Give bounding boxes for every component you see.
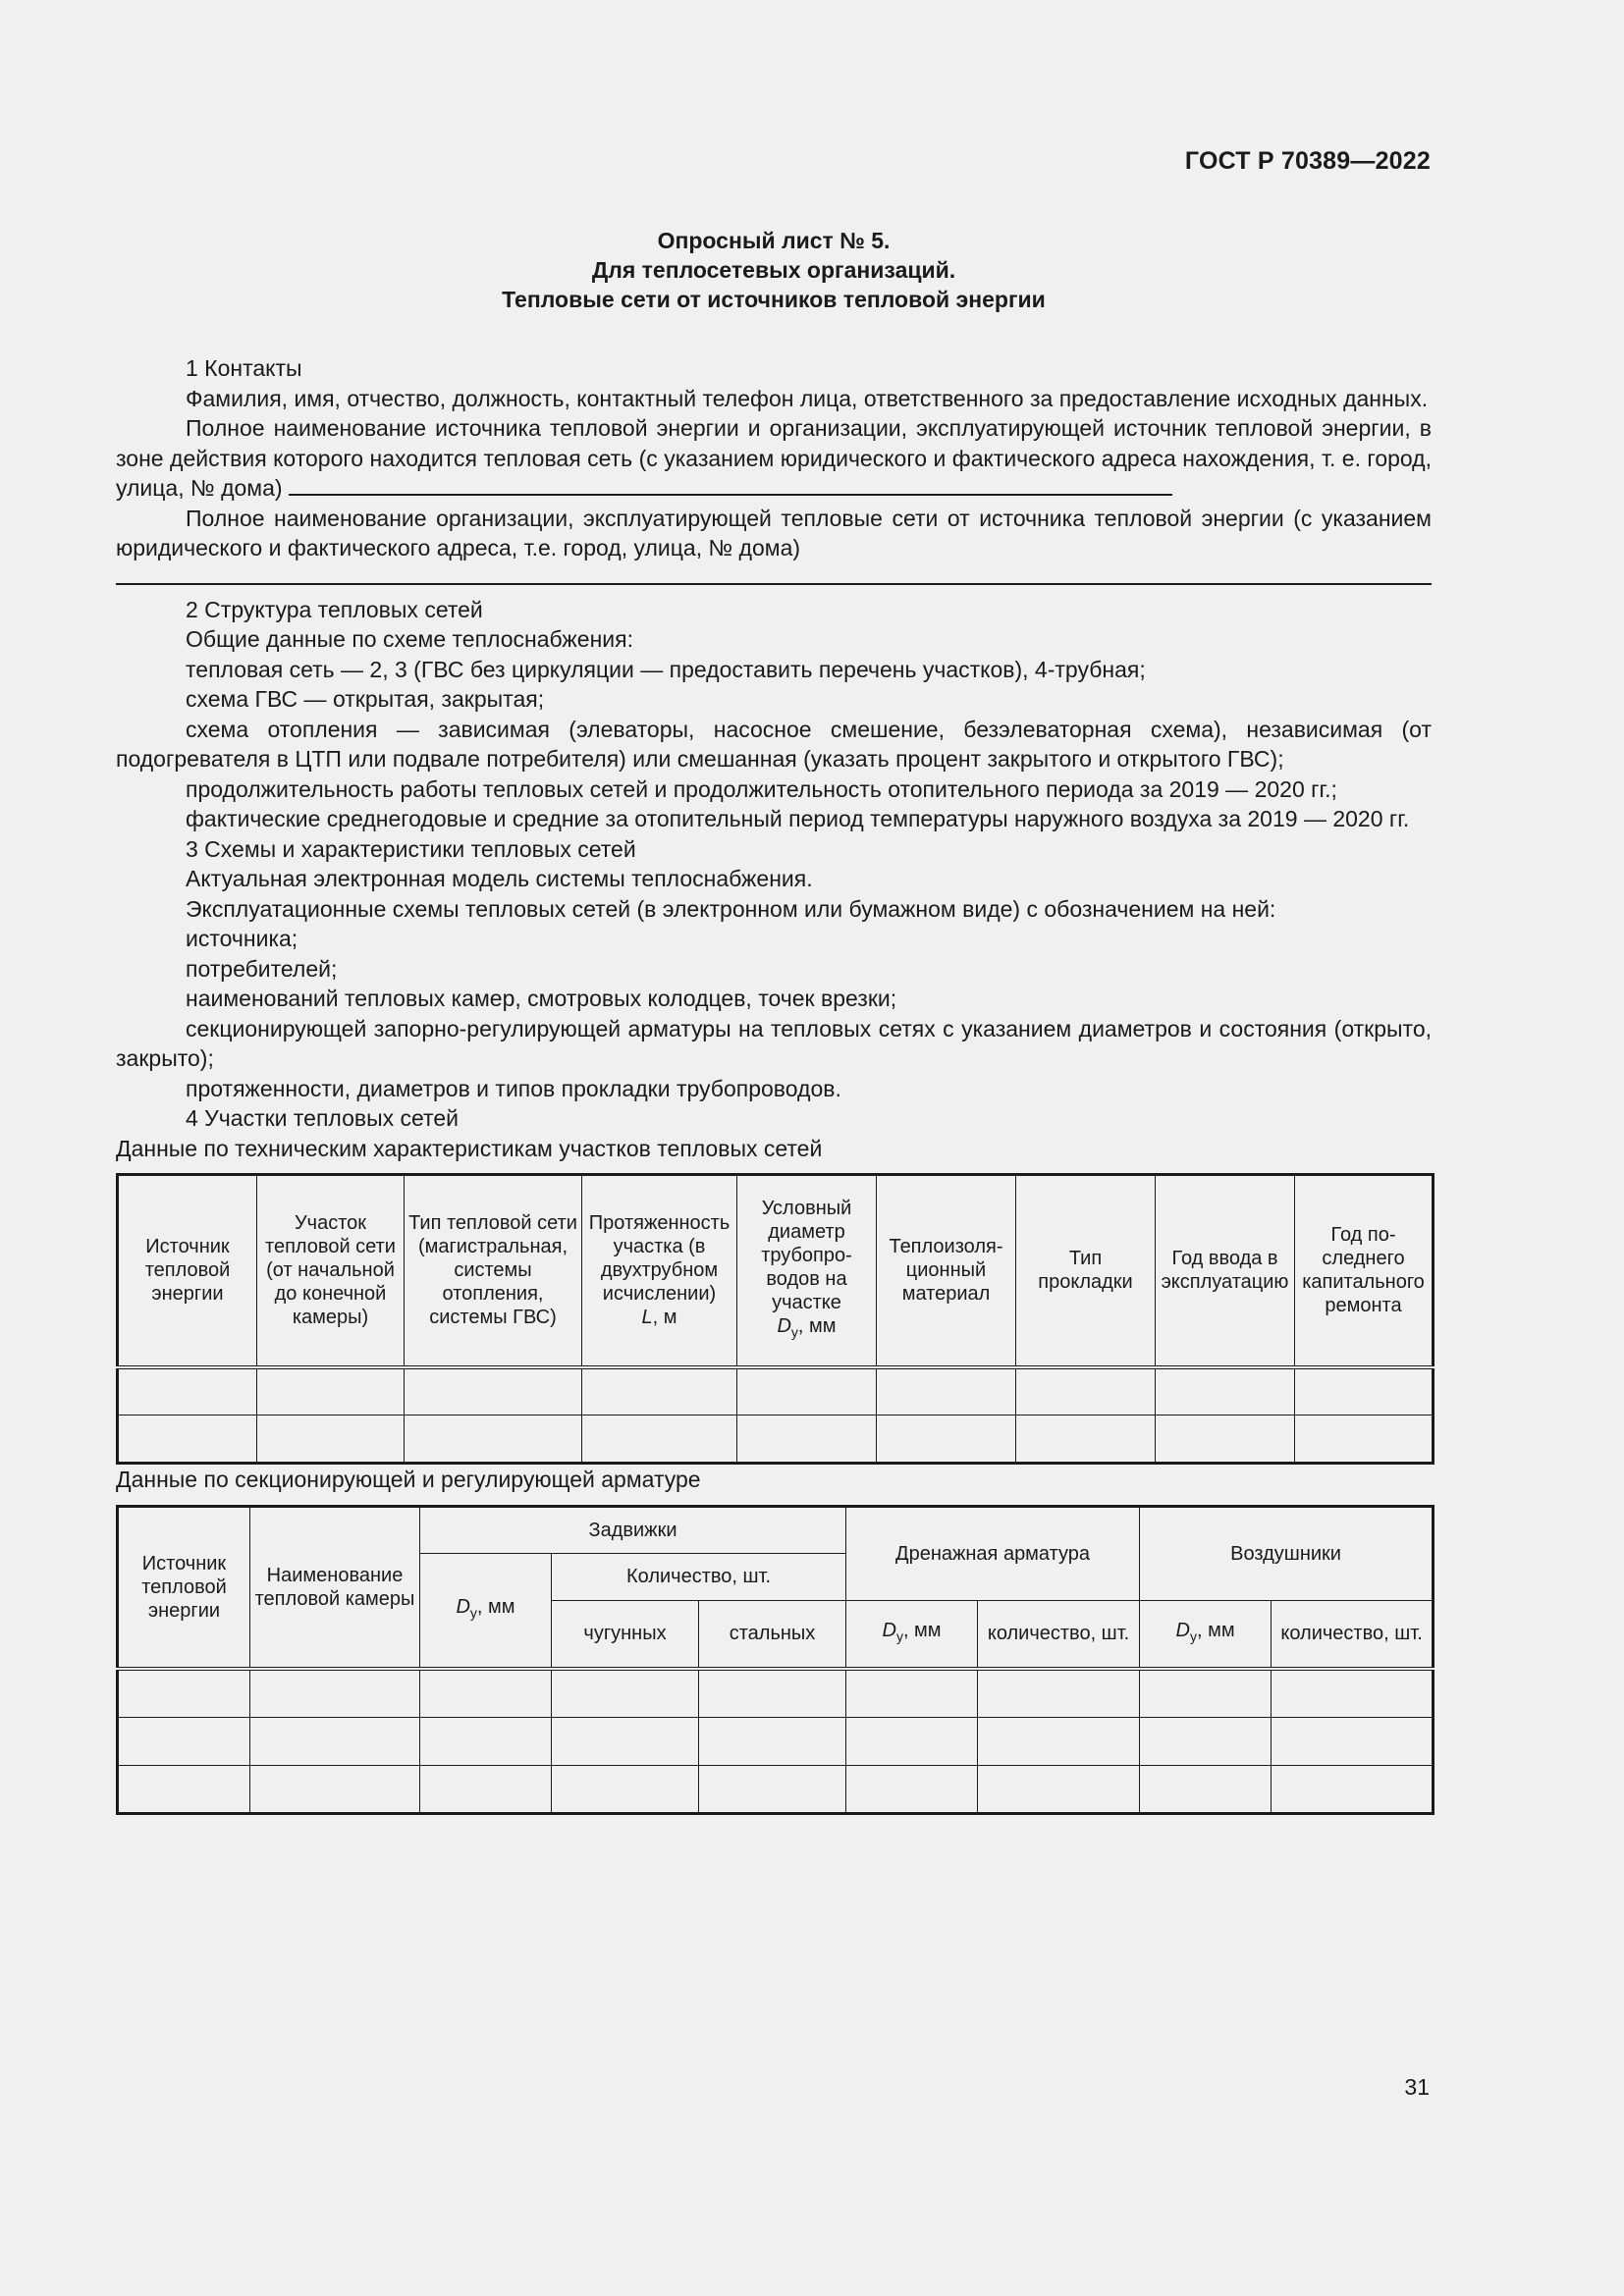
table-cell[interactable]: [699, 1717, 846, 1765]
table-cell[interactable]: [846, 1669, 978, 1717]
table-row: [118, 1415, 1434, 1464]
valves-table: [116, 1505, 1435, 1815]
table-cell[interactable]: [582, 1415, 737, 1464]
table-header: чугунных: [552, 1600, 699, 1669]
section-1-paragraph-3: Полное наименование организации, эксплуатирующей тепловые сети от источника тепловой энергии (с указанием юридического и фактического адреса, т.е. город, улица, № дома): [116, 505, 1432, 561]
table-cell[interactable]: [737, 1415, 877, 1464]
table-header: Воздушники: [1140, 1506, 1434, 1600]
table-header: Дренажная арматура: [846, 1506, 1140, 1600]
page-number: 31: [1404, 2074, 1430, 2100]
table-cell[interactable]: [118, 1415, 257, 1464]
table-header: Источник тепловой энергии: [118, 1175, 257, 1367]
table-1-caption: Данные по техническим характеристикам участков тепловых сетей: [116, 1135, 823, 1161]
table-header: Тип тепловой сети (магистральная, системы отопления, системы ГВС): [405, 1175, 582, 1367]
table-cell[interactable]: [1140, 1717, 1272, 1765]
table-row: [118, 1669, 1434, 1717]
section-2-item: Общие данные по схеме теплоснабжения:: [186, 626, 633, 652]
table-cell[interactable]: [552, 1765, 699, 1813]
table-header: Год последнего капитального ремонта: [1295, 1175, 1434, 1367]
table-header: $D_у$, мм: [1140, 1600, 1272, 1669]
table-cell[interactable]: [699, 1765, 846, 1813]
table-cell[interactable]: [118, 1765, 250, 1813]
page-title: [116, 226, 1432, 314]
section-3-item: Актуальная электронная модель системы теплоснабжения.: [186, 866, 813, 891]
table-cell[interactable]: [978, 1765, 1140, 1813]
section-3-item: протяженности, диаметров и типов прокладки трубопроводов.: [186, 1075, 841, 1101]
section-2-item: схема отопления — зависимая (элеваторы, насосное смешение, безэлеваторная схема), независимая (от подогревателя в ЦТП или подвале потребителя) или смешанная (указать процент закрытого и открытого ГВС);: [116, 716, 1432, 772]
table-cell[interactable]: [1295, 1415, 1434, 1464]
table-cell[interactable]: [846, 1765, 978, 1813]
table-cell[interactable]: [405, 1415, 582, 1464]
table-cell[interactable]: [420, 1669, 552, 1717]
section-2-item: продолжительность работы тепловых сетей и продолжительность отопительного периода за 2019 — 2020 гг.;: [186, 775, 1337, 802]
table-cell[interactable]: [978, 1717, 1140, 1765]
table-cell[interactable]: [1140, 1765, 1272, 1813]
table-header: количество, шт.: [978, 1600, 1140, 1669]
table-row: [118, 1367, 1434, 1415]
table-cell[interactable]: [737, 1367, 877, 1415]
table-cell[interactable]: [1156, 1415, 1295, 1464]
table-cell[interactable]: [1272, 1669, 1434, 1717]
table-header: Теплоизоляционный материал: [877, 1175, 1016, 1367]
section-1-paragraph-2-text: Полное наименование источника тепловой энергии и организации, эксплуатирующей источник тепловой энергии, в зоне действия которого находится тепловая сеть (с указанием юридического и фактического адреса нахождения, т. е. город, улица, № дома): [116, 415, 1432, 501]
fill-line-full[interactable]: [116, 563, 1432, 585]
table-cell[interactable]: [1140, 1669, 1272, 1717]
table-header: Тип прокладки: [1016, 1175, 1156, 1367]
table-row: [118, 1717, 1434, 1765]
table-cell[interactable]: [978, 1669, 1140, 1717]
section-2-item: тепловая сеть — 2, 3 (ГВС без циркуляции — предоставить перечень участков), 4-трубная;: [186, 656, 1146, 682]
table-header: Условный диаметр трубопроводов на участке $D_у$, мм: [737, 1175, 877, 1367]
table-header: Задвижки: [420, 1506, 846, 1553]
table-header: $D_у$, мм: [846, 1600, 978, 1669]
table-cell[interactable]: [552, 1669, 699, 1717]
table-header: Год ввода в эксплуатацию: [1156, 1175, 1295, 1367]
table-cell[interactable]: [552, 1717, 699, 1765]
section-3-item: потребителей;: [186, 955, 338, 982]
section-1-heading: 1 Контакты: [186, 355, 302, 381]
table-header: Наименование тепловой камеры: [250, 1506, 420, 1669]
table-header: Участок тепловой сети (от начальной до конечной камеры): [257, 1175, 405, 1367]
section-3-item: источника;: [186, 926, 298, 951]
section-3-item: Эксплуатационные схемы тепловых сетей (в электронном или бумажном виде) с обозначением на ней:: [186, 895, 1276, 922]
table-header: $D_у$, мм: [420, 1553, 552, 1669]
section-3-heading: 3 Схемы и характеристики тепловых сетей: [186, 835, 636, 862]
table-cell[interactable]: [1272, 1717, 1434, 1765]
table-cell[interactable]: [420, 1717, 552, 1765]
table-cell[interactable]: [257, 1367, 405, 1415]
table-header: Количество, шт.: [552, 1553, 846, 1600]
title-line-1: Опросный лист № 5.: [657, 228, 891, 253]
document-body: [116, 353, 1432, 1815]
section-1-paragraph-1: Фамилия, имя, отчество, должность, контактный телефон лица, ответственного за предоставление исходных данных.: [186, 385, 1429, 411]
section-3-item: секционирующей запорно-регулирующей арматуры на тепловых сетях с указанием диаметров и состояния (открыто, закрыто);: [116, 1015, 1432, 1071]
table-cell[interactable]: [846, 1717, 978, 1765]
table-cell[interactable]: [250, 1765, 420, 1813]
section-3-item: наименований тепловых камер, смотровых колодцев, точек врезки;: [186, 986, 897, 1011]
sections-characteristics-table: [116, 1173, 1435, 1465]
section-2-item: схема ГВС — открытая, закрытая;: [186, 686, 545, 712]
table-cell[interactable]: [118, 1717, 250, 1765]
table-cell[interactable]: [420, 1765, 552, 1813]
table-cell[interactable]: [250, 1669, 420, 1717]
section-4-heading: 4 Участки тепловых сетей: [186, 1105, 459, 1131]
title-line-3: Тепловые сети от источников тепловой энергии: [502, 287, 1046, 312]
table-cell[interactable]: [699, 1669, 846, 1717]
section-2-heading: 2 Структура тепловых сетей: [186, 596, 483, 622]
table-cell[interactable]: [877, 1367, 1016, 1415]
section-2-item: фактические среднегодовые и средние за отопительный период температуры наружного воздуха за 2019 — 2020 гг.: [186, 806, 1410, 831]
table-cell[interactable]: [250, 1717, 420, 1765]
table-header: Источник тепловой энергии: [118, 1506, 250, 1669]
table-cell[interactable]: [405, 1367, 582, 1415]
table-cell[interactable]: [1295, 1367, 1434, 1415]
table-cell[interactable]: [582, 1367, 737, 1415]
table-header: стальных: [699, 1600, 846, 1669]
table-row: [118, 1765, 1434, 1813]
standard-number: ГОСТ Р 70389—2022: [1184, 147, 1431, 175]
fill-line[interactable]: [289, 494, 1172, 496]
table-cell[interactable]: [1272, 1765, 1434, 1813]
table-cell[interactable]: [118, 1669, 250, 1717]
table-cell[interactable]: [1156, 1367, 1295, 1415]
section-1-paragraph-2: [116, 413, 1432, 504]
table-cell[interactable]: [257, 1415, 405, 1464]
title-line-2: Для теплосетевых организаций.: [591, 257, 956, 283]
table-cell[interactable]: [1016, 1367, 1156, 1415]
table-cell[interactable]: [118, 1367, 257, 1415]
table-cell[interactable]: [877, 1415, 1016, 1464]
table-header: количество, шт.: [1272, 1600, 1434, 1669]
table-cell[interactable]: [1016, 1415, 1156, 1464]
table-2-caption: Данные по секционирующей и регулирующей арматуре: [116, 1467, 701, 1492]
table-header: Протяженность участка (в двухтрубном исчислении) L, м: [582, 1175, 737, 1367]
